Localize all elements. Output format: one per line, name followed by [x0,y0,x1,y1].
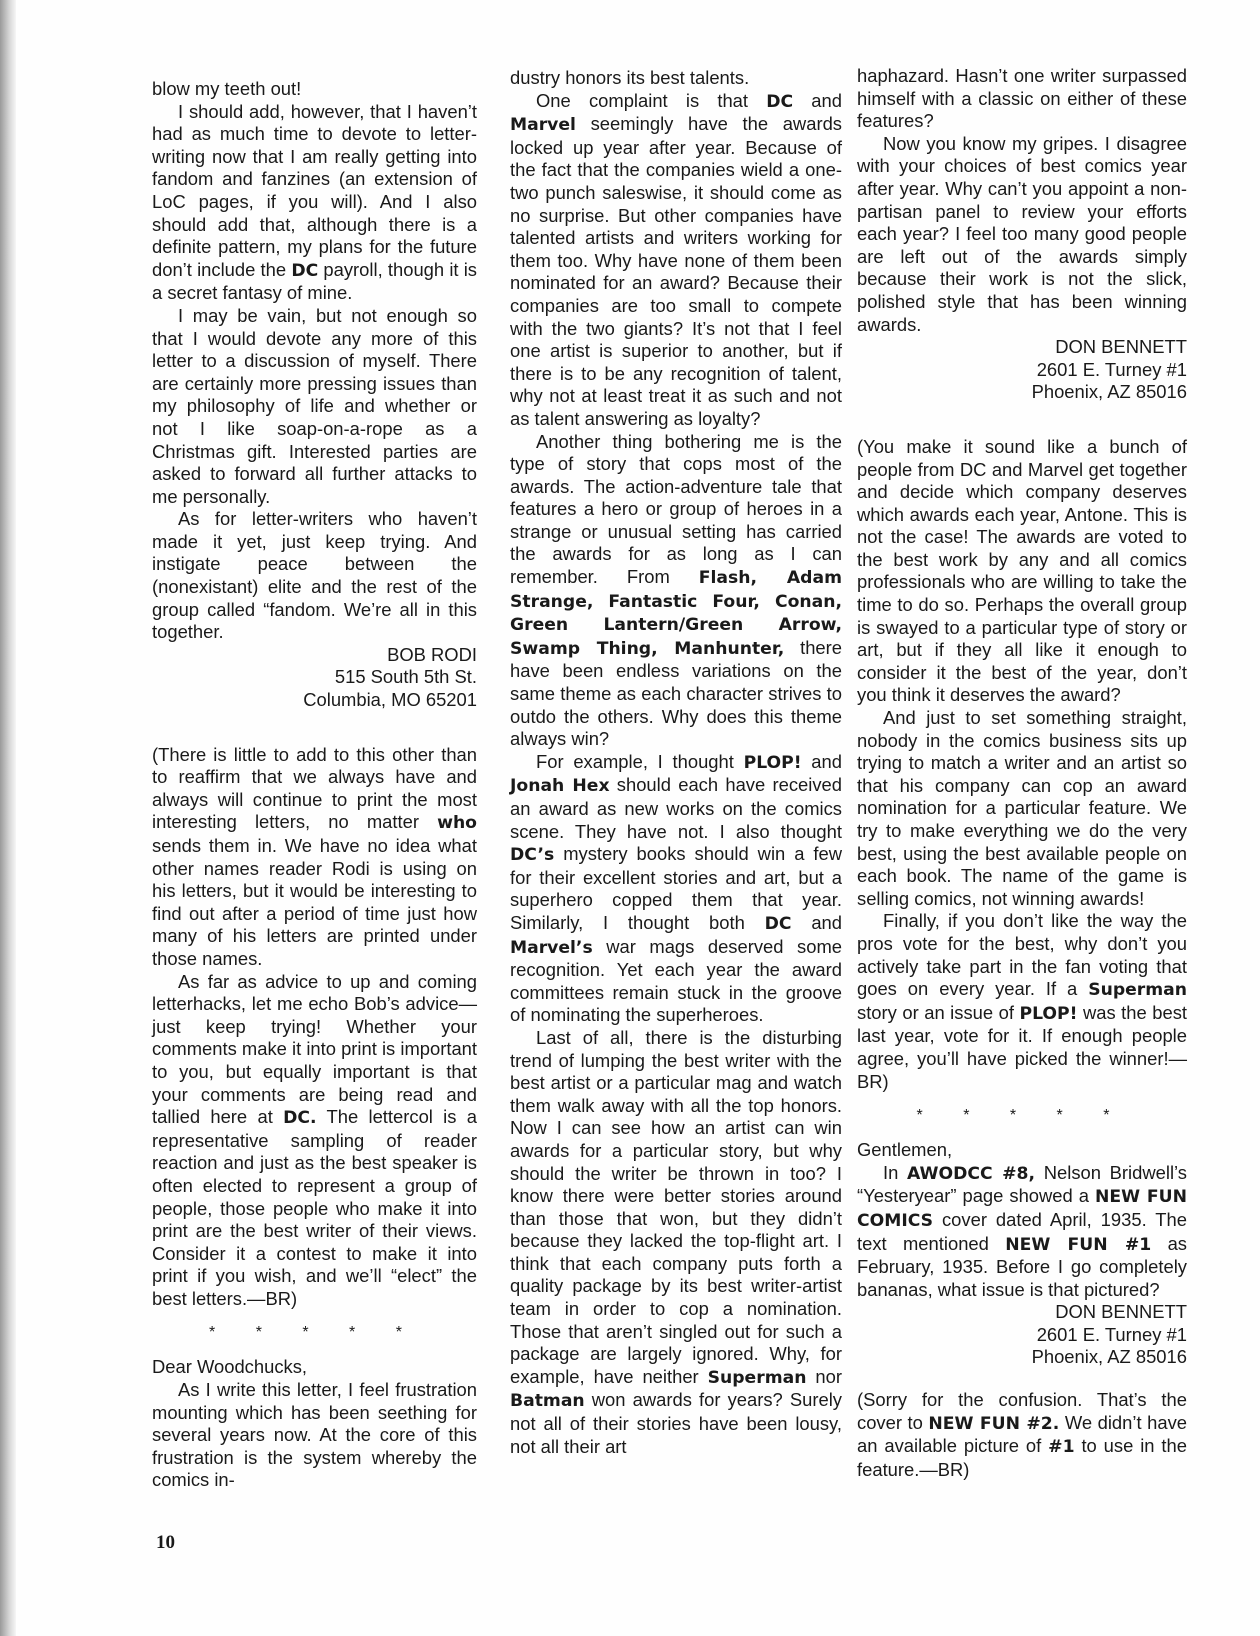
signature-name: BOB RODI [387,643,477,665]
editor-reply: As far as advice to up and coming letterhacks, let me echo Bob’s advice—just keep trying! Whether your comments make it into print is important to you, but equally important is that your comments are being read and tallied here at DC. The lettercol is a representative sampling of reader reaction and just as the best speaker is often elected to represent a group of people, those people who make it into print are the best writer of their views. Consider it a contest to make it into print if you wish, and we’ll “elect” the best letters.—BR) [152,970,478,1309]
column-left [152,78,477,1492]
letter-2-paragraph: Now you know my gripes. I disagree with your choices of best comics year after year. Why can’t you appoint a non-partisan panel to review your efforts each year? I feel too many good people are left out of the awards simply because their work is not the slick, polished style that has been winning awards. [857,132,1187,335]
letter-1-paragraph: As for letter-writers who haven’t made it yet, just keep trying. And instigate peace between the (nonexistant) elite and the rest of the group called “fandom. We’re all in this together. [152,508,477,643]
page-number: 10 [156,1532,175,1553]
letter-2-paragraph: One complaint is that DC and Marvel seemingly have the awards locked up year after year. Because of the fact that the companies wield a one-two punch saleswise, it should come as no surprise. But other companies have talented artists and writers working for them too. Why have none of them been nominated for an award? Because their companies are too small to compete with the two giants? It’s not that I feel one artist is superior to another, but if there is to be any recognition of talent, why not at least treat it as such and not as talent answering as loyalty? [510,89,842,429]
column-right [857,65,1187,1481]
letter-salutation: Gentlemen, [857,1139,953,1161]
signature-address: 2601 E. Turney #1 [1036,358,1187,380]
page-binding-edge [0,0,16,1636]
letter-salutation: Dear Woodchucks, [152,1356,308,1378]
section-separator: * * * * * [209,1324,420,1342]
signature-city: Phoenix, AZ 85016 [1031,1346,1187,1368]
letter-1-paragraph: I may be vain, but not enough so that I would devote any more of this letter to a discussion of myself. There are certainly more pressing issues than my philosophy of life and whether or not I like soap-on-a-rope as a Christmas gift. Interested parties are asked to forward all further attacks to me personally. [152,304,477,507]
signature-name: DON BENNETT [1055,1301,1187,1323]
letter-2-text: haphazard. Hasn’t one writer surpassed himself with a classic on either of these features? [857,65,1187,132]
editor-reply: Finally, if you don’t like the way the pros vote for the best, why don’t you actively take part in the fan voting that goes on every year. If a Superman story or an issue of PLOP! was the best last year, vote for it. If enough people agree, you’ll have picked the winner!—BR) [857,910,1188,1092]
letter-1-paragraph: I should add, however, that I haven’t had as much time to devote to letter-writing now that I am really getting into fandom and fanzines (an extension of LoC pages, if you will). And I also should add that, although there is a definite pattern, my plans for the future don’t include the DC payroll, though it is a secret fantasy of mine. [152,100,477,304]
signature-city: Columbia, MO 65201 [303,689,477,711]
signature-address: 515 South 5th St. [334,666,477,688]
editor-reply: And just to set something straight, nobody in the comics business sits up trying to match a writer and an artist so that his company can cop an award nomination for a particular feature. We try to make everything we do the very best, using the best available people on each book. The name of the game is selling comics, not winning awards! [857,707,1187,909]
letter-1-text: blow my teeth out! [152,78,302,99]
letter-2-paragraph: Another thing bothering me is the type of story that cops most of the awards. The action-adventure tale that features a hero or group of heroes in a strange or unusual setting has carried the awards for as long as I can remember. From Flash, Adam Strange, Fantastic Four, Conan, Green Lantern/Green Arrow, Swamp Thing, Manhunter, there have been endless variations on the same theme as each character strives to outdo the others. Why does this theme always win? [510,430,842,750]
letter-2-paragraph: For example, I thought PLOP! and Jonah Hex should each have received an award as new works on the comics scene. They have not. I also thought DC’s mystery books should win a few for their excellent stories and art, but a superhero copped them that year. Similarly, I thought both DC and Marvel’s war mags deserved some recognition. Yet each year the award committees remain stuck in the groove of nominating the superheroes. [510,750,843,1026]
signature-name: DON BENNETT [1055,336,1187,358]
letter-3-paragraph: In AWODCC #8, Nelson Bridwell’s “Yesteryear” page showed a NEW FUN COMICS cover dated April, 1935. The text mentioned NEW FUN #1 as February, 1935. Before I go completely bananas, what issue is that pictured? [857,1161,1187,1300]
section-separator: * * * * * [916,1107,1128,1125]
editor-reply: (You make it sound like a bunch of people from DC and Marvel get together and decide which company deserves which awards each year, Antone. This is not the case! The awards are voted to the best work by any and all comics professionals who are willing to take the time to do so. Perhaps the overall group is swayed to a particular type of story or art, but if they all like it enough to consider it the best of the year, don’t you think it deserves the award? [857,435,1187,706]
column-middle [510,67,842,1458]
letter-2-paragraph: As I write this letter, I feel frustration mounting which has been seething for several years now. At the core of this frustration is the system whereby the comics in- [152,1379,477,1491]
editor-reply: (Sorry for the confusion. That’s the cover to NEW FUN #2. We didn’t have an available picture of #1 to use in the feature.—BR) [857,1389,1187,1480]
letter-2-text: dustry honors its best talents. [510,67,750,88]
editor-reply: (There is little to add to this other than to reaffirm that we always have and always will continue to print the most interesting letters, no matter who sends them in. We have no idea what other names reader Rodi is using on his letters, but it would be interesting to find out after a period of time just how many of his letters are printed under those names. [152,743,477,969]
letter-2-paragraph: Last of all, there is the disturbing trend of lumping the best writer with the best artist or a particular mag and watch them walk away with all the top honors. Now I can see how an artist can win awards for a particular story, but why should the writer be thrown in too? I know there were better stories around than those that won, but they didn’t because they lacked the top-flight art. I think that each company puts forth a quality package by its best writer-artist team in order to cop a nomination. Those that aren’t singled out for such a package are largely ignored. Why, for example, have neither Superman nor Batman won awards for years? Surely not all of their stories have been lousy, not all their art [510,1026,842,1457]
signature-city: Phoenix, AZ 85016 [1031,381,1187,403]
signature-address: 2601 E. Turney #1 [1036,1323,1187,1345]
